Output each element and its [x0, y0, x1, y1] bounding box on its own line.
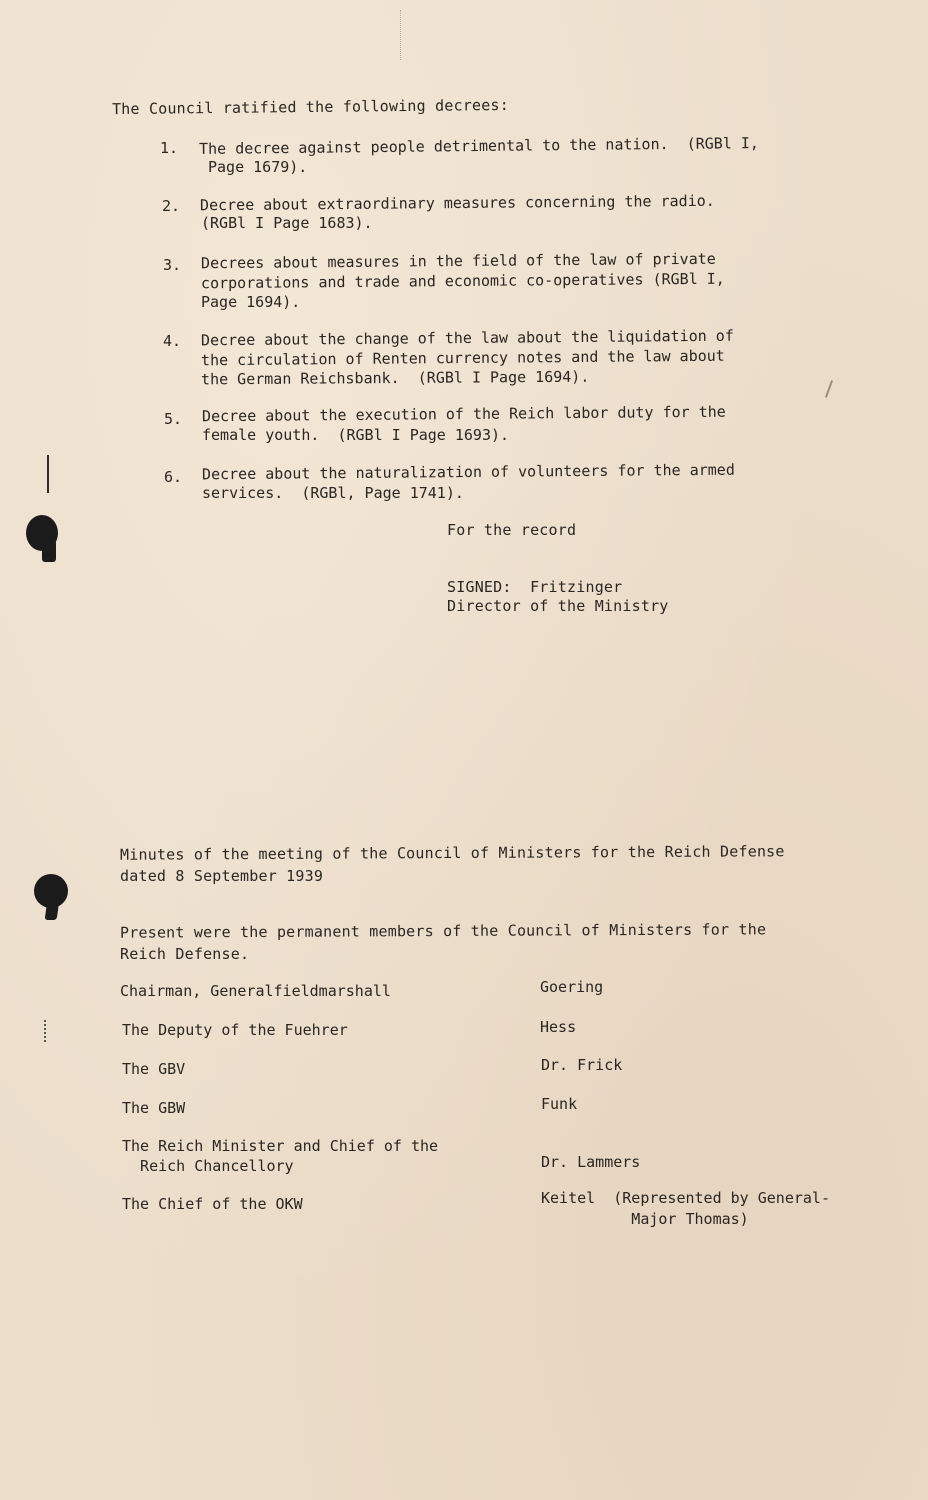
decree-text-line: Decree about extraordinary measures concerning the radio.: [199, 191, 715, 215]
decree-text-line: Decree about the change of the law about the liquidation of: [200, 326, 734, 350]
closing-text: For the record: [447, 521, 577, 539]
minutes-date-line: dated 8 September 1939: [120, 867, 324, 885]
present-line: Reich Defense.: [120, 945, 250, 963]
punch-hole-tear: [45, 900, 60, 920]
decree-text-line: Decrees about measures in the field of the law of private: [200, 249, 716, 273]
member-name: Hess: [540, 1018, 577, 1036]
decree-number: 5.: [164, 410, 183, 428]
member-name: Dr. Lammers: [541, 1153, 641, 1171]
margin-dash: [44, 1020, 48, 1042]
member-role: Reich Chancellory: [122, 1157, 294, 1175]
fold-mark: [400, 10, 402, 60]
member-name: Keitel (Represented by General-: [541, 1189, 830, 1207]
member-role: The Chief of the OKW: [122, 1195, 303, 1213]
decree-number: 1.: [160, 139, 179, 157]
decree-text-line: the German Reichsbank. (RGBl I Page 1694).: [200, 367, 590, 389]
member-role: The Reich Minister and Chief of the: [122, 1137, 439, 1155]
signer-title: Director of the Ministry: [447, 597, 669, 615]
member-role: Chairman, Generalfieldmarshall: [120, 982, 391, 1000]
decree-text-line: (RGBl I Page 1683).: [201, 214, 373, 232]
decree-text-line: The decree against people detrimental to the nation. (RGBl I,: [198, 134, 760, 158]
member-role: The Deputy of the Fuehrer: [122, 1021, 348, 1039]
decree-text-line: Decree about the execution of the Reich labor duty for the: [201, 402, 726, 426]
decree-text-line: Decree about the naturalization of volunteers for the armed: [201, 460, 735, 484]
punch-hole-tear: [42, 540, 56, 562]
pencil-mark: [825, 380, 833, 398]
decree-text-line: female youth. (RGBl I Page 1693).: [202, 426, 510, 444]
margin-mark: [47, 455, 49, 493]
member-name: Major Thomas): [541, 1210, 749, 1228]
member-role: The GBV: [122, 1060, 186, 1078]
decree-text-line: Page 1694).: [201, 293, 301, 311]
member-name: Funk: [541, 1095, 578, 1113]
decree-text-line: corporations and trade and economic co-operatives (RGBl I,: [200, 269, 725, 293]
decree-text-line: the circulation of Renten currency notes and the law about: [200, 346, 725, 370]
member-name: Dr. Frick: [541, 1056, 623, 1074]
present-line: Present were the permanent members of the Council of Ministers for the: [119, 920, 767, 942]
decree-number: 6.: [164, 468, 183, 486]
decree-number: 2.: [162, 197, 181, 215]
decree-number: 3.: [163, 256, 182, 274]
signed-line: SIGNED: Fritzinger: [447, 578, 623, 596]
member-role: The GBW: [122, 1099, 186, 1117]
decree-text-line: services. (RGBl, Page 1741).: [202, 484, 464, 502]
minutes-title-line: Minutes of the meeting of the Council of Ministers for the Reich Defense: [119, 842, 785, 864]
member-name: Goering: [540, 978, 604, 996]
decree-number: 4.: [163, 332, 182, 350]
decree-text-line: Page 1679).: [208, 158, 308, 176]
intro-text: The Council ratified the following decrees:: [111, 95, 510, 119]
